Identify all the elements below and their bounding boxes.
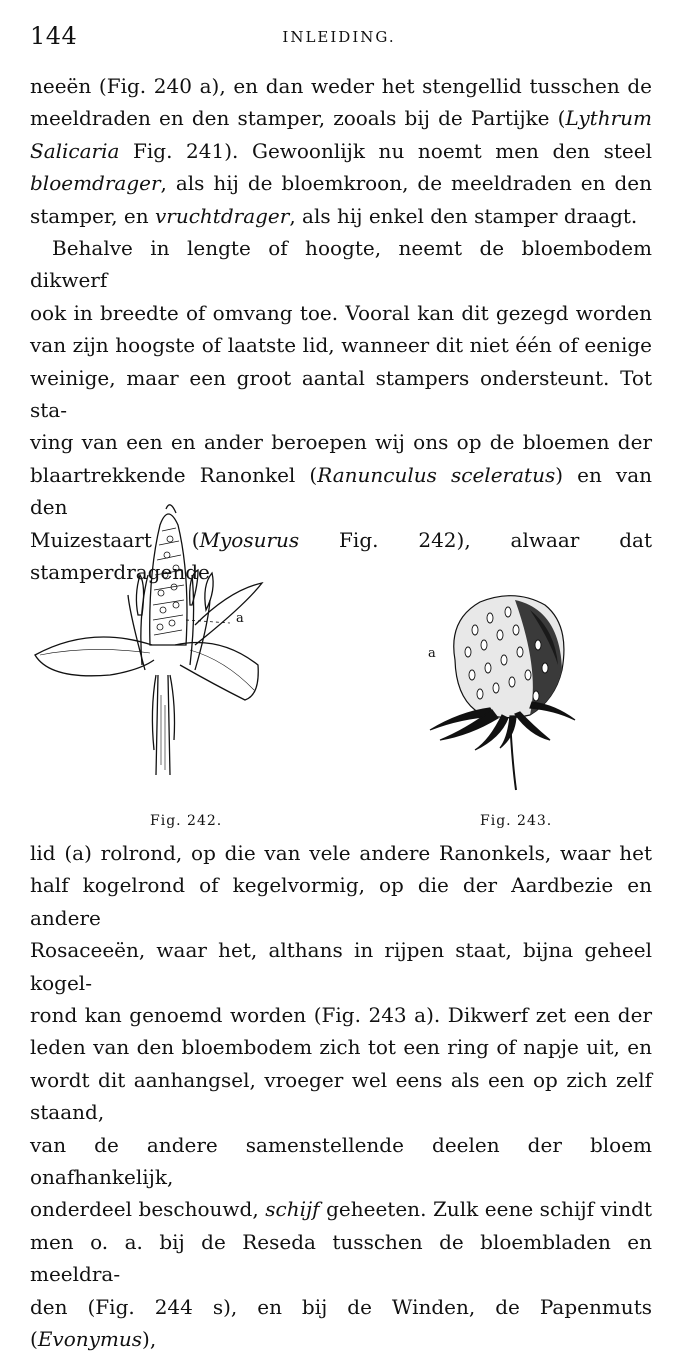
italic-term: Myosurus — [199, 527, 300, 552]
italic-term: Salicaria — [30, 138, 120, 163]
italic-term: vruchtdrager — [154, 203, 290, 228]
text-line: onderdeel beschouwd, schijf geheeten. Zulk eene schijf vindt — [30, 1197, 652, 1222]
text-line: blaartrekkende Ranonkel (Ranunculus sceleratus) en van den — [30, 462, 653, 520]
figures-row — [0, 495, 678, 835]
italic-term: bloemdrager — [30, 171, 161, 196]
running-head: INLEIDING. — [282, 28, 396, 46]
text-line: lid (a) rolrond, op die van vele andere Ranonkels, waar het — [30, 841, 652, 865]
figure-243-label: a — [428, 646, 436, 661]
figure-242 — [30, 495, 270, 829]
text-line: den (Fig. 244 s), en bij de Winden, de Papenmuts (Evonymus), — [30, 1294, 652, 1352]
text-line: half kogelrond of kegelvormig, op die der Aardbezie en andere — [30, 873, 652, 930]
text-line: stamper, en vruchtdrager, als hij enkel den stamper draagt. — [30, 203, 638, 228]
text-line: ving van een en ander beroepen wij ons op de bloemen der — [30, 430, 652, 455]
figure-242-caption: Fig. 242. — [150, 813, 223, 829]
text-line: Behalve in lengte of hoogte, neemt de bloembodem dikwerf — [30, 236, 652, 293]
italic-term: Evonymus — [37, 1327, 143, 1352]
page-number: 144 — [30, 22, 78, 50]
myosurus-flower-illustration — [30, 495, 270, 785]
body-text-bottom — [30, 837, 652, 1356]
text-line: weinige, maar een groot aantal stampers ondersteunt. Tot sta- — [30, 365, 652, 423]
italic-term: schijf — [265, 1197, 320, 1222]
text-line: neeën (Fig. 240 a), en dan weder het stengellid tusschen de — [30, 74, 652, 98]
italic-term: Ranunculus sceleratus — [317, 462, 556, 487]
text-line: van de andere samenstellende deelen der bloem onafhankelijk, — [30, 1132, 652, 1190]
figure-242-label: a — [236, 611, 244, 626]
strawberry-illustration — [420, 590, 590, 810]
text-line: bloemdrager, als hij de bloemkroon, de meeldraden en den — [30, 171, 652, 196]
text-line: leden van den bloembodem zich tot een ring of napje uit, en — [30, 1035, 652, 1060]
italic-term: Lythrum — [565, 106, 652, 131]
figure-243-caption: Fig. 243. — [480, 813, 553, 829]
text-line: men o. a. bij de Reseda tusschen de bloembladen en meeldra- — [30, 1229, 652, 1287]
text-line: wordt dit aanhangsel, vroeger wel eens als een op zich zelf staand, — [30, 1067, 652, 1125]
text-line: ook in breedte of omvang toe. Vooral kan dit gezegd worden — [30, 300, 652, 325]
text-line: Salicaria Fig. 241). Gewoonlijk nu noemt men den steel — [30, 138, 652, 163]
text-line: Muizestaart (Myosurus Fig. 242), alwaar dat stamperdragende — [30, 527, 652, 585]
text-line: rond kan genoemd worden (Fig. 243 a). Dikwerf zet een der — [30, 1003, 652, 1028]
figure-243 — [420, 590, 590, 829]
page-header — [30, 22, 648, 52]
text-line: meeldraden en den stamper, zooals bij de Partijke (Lythrum — [30, 106, 652, 131]
text-line: Rosaceeën, waar het, althans in rijpen staat, bijna geheel kogel- — [30, 938, 652, 995]
text-line: van zijn hoogste of laatste lid, wanneer dit niet één of eenige — [30, 333, 652, 358]
